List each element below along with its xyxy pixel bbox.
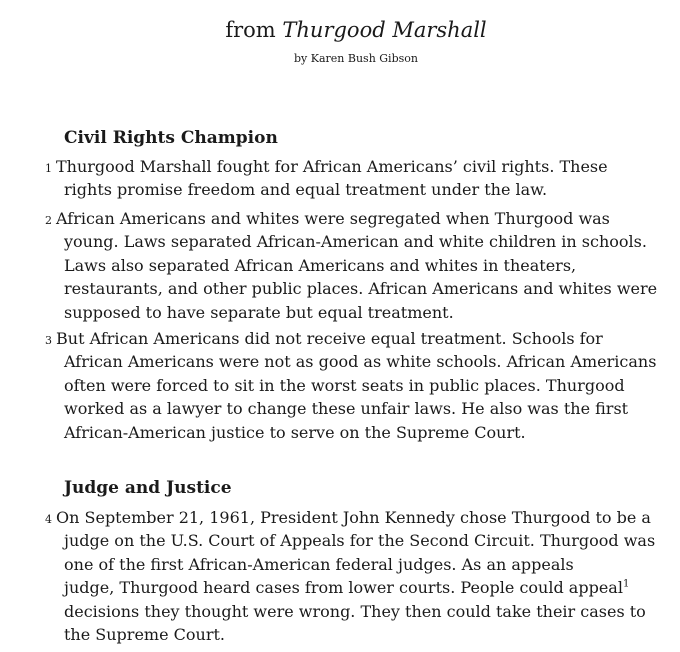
paragraph-line: On September 21, 1961, President John Kennedy chose Thurgood to be a (56, 508, 651, 527)
paragraph-number: 1 (45, 162, 52, 175)
paragraph-line: worked as a lawyer to change these unfair laws. He also was the first (64, 399, 629, 419)
paragraph-line: supposed to have separate but equal treatment. (64, 302, 454, 322)
paragraph-line: often were forced to sit in the worst seats in public places. Thurgood (64, 375, 625, 395)
paragraph-line: restaurants, and other public places. African Americans and whites were (64, 279, 658, 299)
section-heading-judge-and-justice: Judge and Justice (64, 478, 232, 498)
footnote-marker[interactable]: 1 (622, 578, 630, 590)
document-title (0, 18, 680, 42)
paragraph-line: African-American justice to serve on the Supreme Court. (64, 422, 526, 442)
paragraph-line: African Americans and whites were segregated when Thurgood was (56, 209, 610, 228)
paragraph-line: Laws also separated African Americans and whites in theaters, (64, 255, 577, 275)
paragraph-2 (45, 207, 658, 324)
paragraph-line-text: judge, Thurgood heard cases from lower courts. People could appeal (64, 578, 623, 598)
paragraph-line: decisions they thought were wrong. They then could take their cases to (64, 601, 646, 621)
paragraph-line: But African Americans did not receive equal treatment. Schools for (56, 329, 603, 348)
title-prefix: from (225, 18, 283, 42)
paragraph-number: 2 (45, 214, 52, 227)
byline: by Karen Bush Gibson (294, 52, 418, 65)
section-heading-civil-rights-champion: Civil Rights Champion (64, 128, 278, 148)
paragraph-line: Thurgood Marshall fought for African Americans’ civil rights. These (56, 157, 608, 176)
paragraph-number: 3 (45, 334, 52, 347)
paragraph-4 (45, 506, 656, 646)
paragraph-line: rights promise freedom and equal treatment under the law. (64, 180, 548, 200)
paragraph-line: African Americans were not as good as white schools. African Americans (64, 352, 657, 372)
paragraph-line-with-footnote (64, 576, 644, 599)
paragraph-line: young. Laws separated African-American and white children in schools. (64, 232, 647, 252)
paragraph-3 (45, 327, 657, 444)
title-work: Thurgood Marshall (282, 18, 487, 42)
paragraph-line: one of the first African-American federal judges. As an appeals (64, 554, 574, 574)
paragraph-line: the Supreme Court. (64, 625, 225, 645)
paragraph-line: judge on the U.S. Court of Appeals for the Second Circuit. Thurgood was (64, 531, 656, 551)
paragraph-1 (45, 155, 644, 202)
paragraph-number: 4 (45, 513, 52, 526)
